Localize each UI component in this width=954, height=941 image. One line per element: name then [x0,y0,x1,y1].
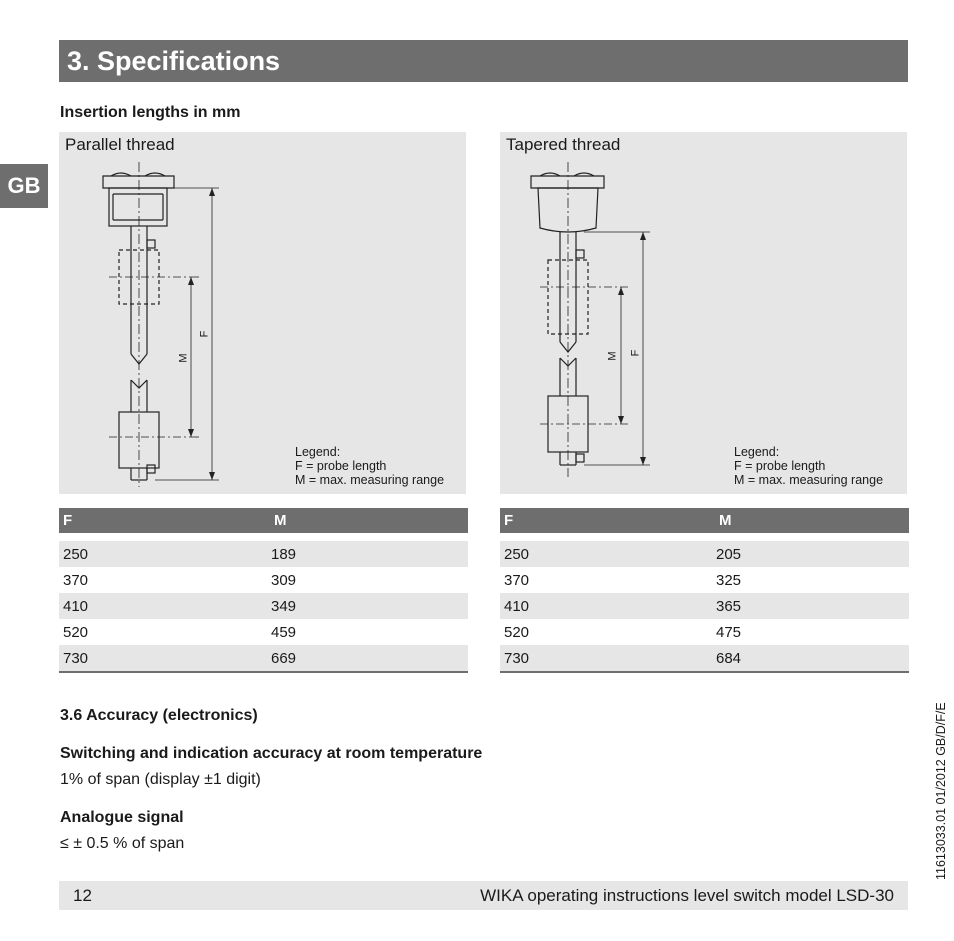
dimension-label-m: M [606,351,619,361]
cell-m: 669 [271,650,297,667]
cell-f: 370 [63,572,89,589]
parallel-thread-title: Parallel thread [65,135,175,154]
switching-accuracy-text: 1% of span (display ±1 digit) [60,771,261,788]
cell-f: 410 [504,598,530,615]
cell-m: 205 [716,546,742,563]
cell-m: 684 [716,650,742,667]
legend-f: F = probe length [734,459,826,473]
table-row [59,541,468,567]
column-header-m: M [719,512,732,529]
cell-m: 325 [716,572,742,589]
cell-m: 189 [271,546,297,563]
table-row [59,567,468,593]
legend-heading: Legend: [734,445,780,459]
tapered-thread-panel [500,132,907,494]
tapered-thread-title: Tapered thread [506,135,621,154]
parallel-thread-panel [59,132,466,494]
cell-f: 520 [504,624,530,641]
parallel-thread-drawing [59,132,466,494]
table-row [500,567,909,593]
section-title-bar [59,40,908,82]
parallel-legend [295,445,444,487]
page-footer [59,881,908,910]
tapered-lengths-table [500,508,909,673]
cell-f: 730 [504,650,530,667]
language-tab: GB [0,164,48,208]
switching-accuracy-heading: Switching and indication accuracy at room temperature [60,745,483,762]
table-bottom-rule [500,671,909,673]
analogue-signal-heading: Analogue signal [60,809,184,826]
table-header [59,508,468,533]
table-row [500,619,909,645]
tapered-thread-drawing [500,132,907,494]
table-bottom-rule [59,671,468,673]
table-header [500,508,909,533]
cell-m: 475 [716,624,742,641]
tapered-legend [734,445,883,487]
column-header-f: F [63,512,73,529]
legend-m: M = max. measuring range [734,473,884,487]
cell-f: 250 [504,546,530,563]
legend-f: F = probe length [295,459,387,473]
accuracy-heading: 3.6 Accuracy (electronics) [60,707,258,724]
cell-f: 520 [63,624,89,641]
cell-m: 365 [716,598,742,615]
table-row [59,619,468,645]
page-number: 12 [73,886,92,905]
insertion-lengths-heading: Insertion lengths in mm [60,104,241,121]
dimension-label-m: M [177,353,190,363]
analogue-signal-text: ≤ ± 0.5 % of span [60,835,185,852]
page-title: 3. Specifications [67,46,281,76]
parallel-lengths-table [59,508,468,673]
cell-m: 459 [271,624,297,641]
footer-text: WIKA operating instructions level switch model LSD-30 [480,886,894,905]
table-row [500,645,909,671]
dimension-label-f: F [198,330,211,338]
legend-m: M = max. measuring range [295,473,445,487]
cell-f: 370 [504,572,530,589]
table-row [59,645,468,671]
cell-m: 349 [271,598,297,615]
cell-f: 730 [63,650,89,667]
table-row [59,593,468,619]
dimension-label-f: F [629,349,642,357]
cell-f: 410 [63,598,89,615]
document-id: 11613033.01 01/2012 GB/D/F/E [934,702,948,880]
cell-f: 250 [63,546,89,563]
table-row [500,593,909,619]
legend-heading: Legend: [295,445,341,459]
table-row [500,541,909,567]
column-header-f: F [504,512,514,529]
cell-m: 309 [271,572,297,589]
column-header-m: M [274,512,287,529]
